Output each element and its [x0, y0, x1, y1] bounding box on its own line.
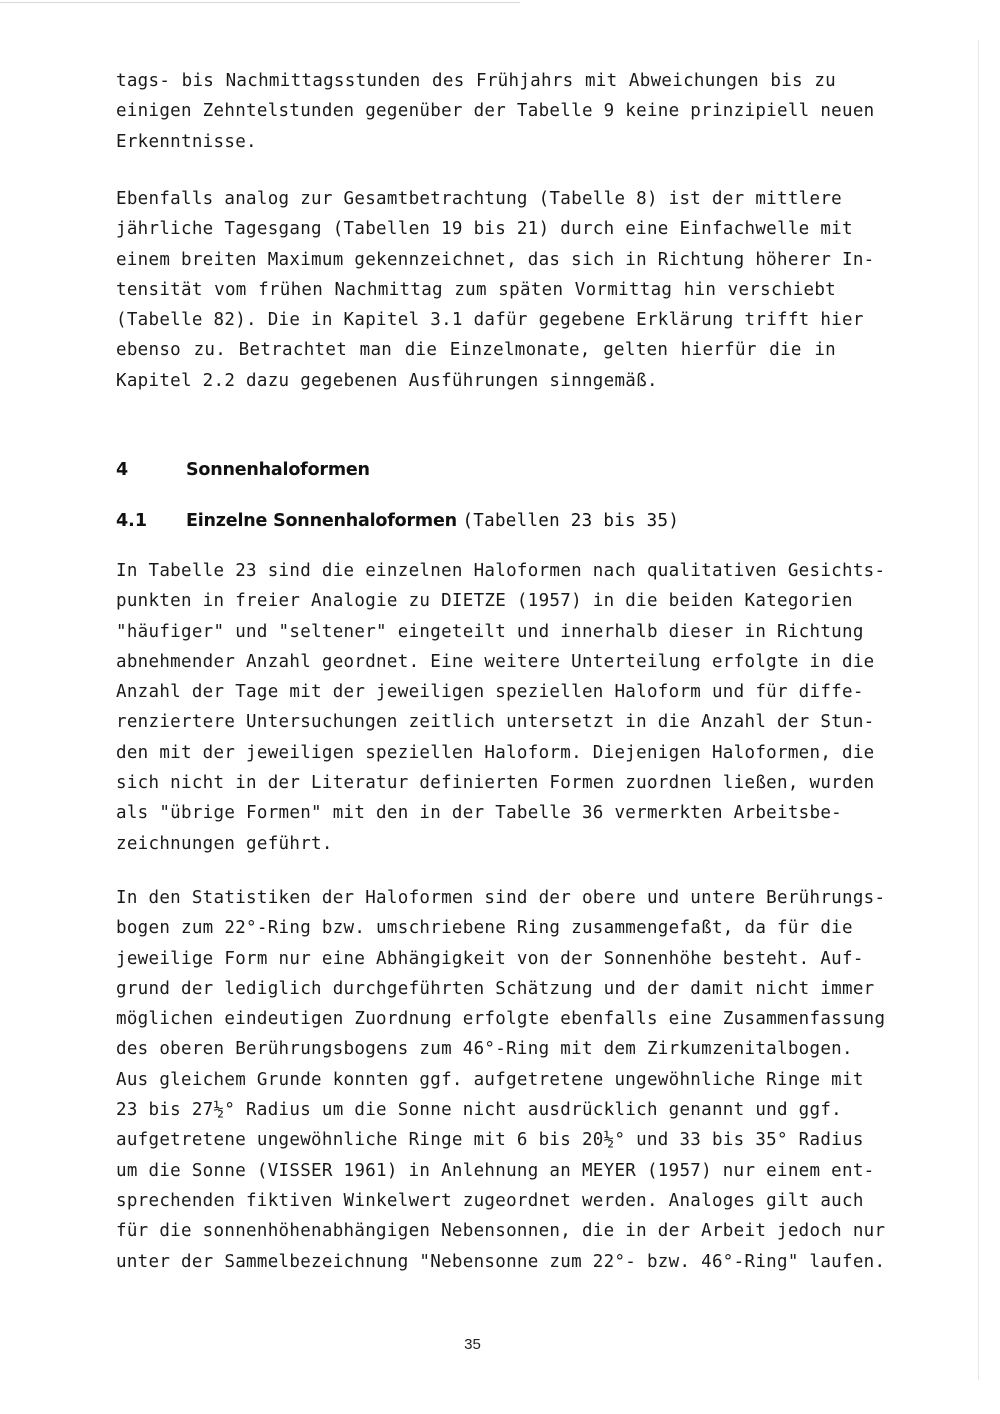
- paragraph-line: unter der Sammelbezeichnung "Nebensonne zum 22°- bzw. 46°-Ring" laufen.: [116, 1251, 886, 1272]
- paragraph-line: renziertere Untersuchungen zeitlich untersetzt in die Anzahl der Stun-: [116, 712, 875, 733]
- paragraph-line: Aus gleichem Grunde konnten ggf. aufgetretene ungewöhnliche Ringe mit: [116, 1069, 864, 1090]
- subsection-table-ref: (Tabellen 23 bis 35): [462, 511, 680, 531]
- subsection-number: 4.1: [116, 511, 148, 531]
- paragraph-line: tags- bis Nachmittagsstunden des Frühjahrs mit Abweichungen bis zu: [116, 71, 836, 91]
- paragraph-1: [116, 66, 875, 157]
- paragraph-line: jeweilige Form nur eine Abhängigkeit von der Sonnenhöhe besteht. Auf-: [116, 948, 864, 969]
- paragraph-line: des oberen Berührungsbogens zum 46°-Ring mit dem Zirkumzenitalbogen.: [116, 1039, 853, 1060]
- paragraph-2: [116, 184, 875, 396]
- section-heading: [116, 458, 370, 482]
- section-number: 4: [116, 460, 129, 480]
- paragraph-line: ebenso zu. Betrachtet man die Einzelmonate, gelten hierfür die in: [116, 340, 836, 361]
- paragraph-line: möglichen eindeutigen Zuordnung erfolgte ebenfalls eine Zusammenfassung: [116, 1009, 886, 1030]
- scan-edge-top: [0, 2, 520, 3]
- paragraph-line: grund der lediglich durchgeführten Schätzung und der damit nicht immer: [116, 978, 875, 999]
- paragraph-line: Kapitel 2.2 dazu gegebenen Ausführungen sinngemäß.: [116, 370, 658, 391]
- paragraph-line: "häufiger" und "seltener" eingeteilt und innerhalb dieser in Richtung: [116, 621, 864, 642]
- paragraph-line: um die Sonne (VISSER 1961) in Anlehnung an MEYER (1957) nur einem ent-: [116, 1160, 875, 1181]
- paragraph-line: einigen Zehntelstunden gegenüber der Tabelle 9 keine prinzipiell neuen: [116, 101, 875, 122]
- paragraph-line: für die sonnenhöhenabhängigen Nebensonnen, die in der Arbeit jedoch nur: [116, 1221, 886, 1242]
- paragraph-line: sprechenden fiktiven Winkelwert zugeordnet werden. Analoges gilt auch: [116, 1190, 864, 1211]
- paragraph-line: sich nicht in der Literatur definierten Formen zuordnen ließen, wurden: [116, 773, 875, 794]
- subsection-title: Einzelne Sonnenhaloformen: [186, 511, 457, 531]
- paragraph-line: tensität vom frühen Nachmittag zum späten Vormittag hin verschiebt: [116, 279, 836, 300]
- page-number: 35: [464, 1336, 481, 1353]
- paragraph-4: [116, 883, 886, 1277]
- paragraph-line: zeichnungen geführt.: [116, 833, 333, 854]
- paragraph-line: (Tabelle 82). Die in Kapitel 3.1 dafür gegebene Erklärung trifft hier: [116, 310, 864, 331]
- scan-edge-right: [978, 40, 979, 1380]
- paragraph-line: einem breiten Maximum gekennzeichnet, das sich in Richtung höherer In-: [116, 249, 875, 270]
- paragraph-line: In Tabelle 23 sind die einzelnen Haloformen nach qualitativen Gesichts-: [116, 561, 886, 581]
- paragraph-line: aufgetretene ungewöhnliche Ringe mit 6 bis 20½° und 33 bis 35° Radius: [116, 1130, 864, 1151]
- paragraph-line: bogen zum 22°-Ring bzw. umschriebene Ring zusammengefaßt, da für die: [116, 918, 853, 939]
- paragraph-line: 23 bis 27½° Radius um die Sonne nicht ausdrücklich genannt und ggf.: [116, 1100, 843, 1121]
- paragraph-line: jährliche Tagesgang (Tabellen 19 bis 21) durch eine Einfachwelle mit: [116, 219, 853, 240]
- subsection-heading: [116, 509, 679, 533]
- paragraph-line: Erkenntnisse.: [116, 131, 257, 152]
- paragraph-3: [116, 556, 886, 859]
- paragraph-line: punkten in freier Analogie zu DIETZE (1957) in die beiden Kategorien: [116, 591, 853, 612]
- paragraph-line: In den Statistiken der Haloformen sind der obere und untere Berührungs-: [116, 888, 886, 908]
- paragraph-line: abnehmender Anzahl geordnet. Eine weitere Unterteilung erfolgte in die: [116, 651, 875, 672]
- paragraph-line: den mit der jeweiligen speziellen Haloform. Diejenigen Haloformen, die: [116, 742, 875, 763]
- paragraph-line: Ebenfalls analog zur Gesamtbetrachtung (Tabelle 8) ist der mittlere: [116, 189, 843, 209]
- paragraph-line: Anzahl der Tage mit der jeweiligen speziellen Haloform und für diffe-: [116, 682, 864, 703]
- section-title: Sonnenhaloformen: [186, 460, 370, 480]
- paragraph-line: als "übrige Formen" mit den in der Tabelle 36 vermerkten Arbeitsbe-: [116, 803, 843, 824]
